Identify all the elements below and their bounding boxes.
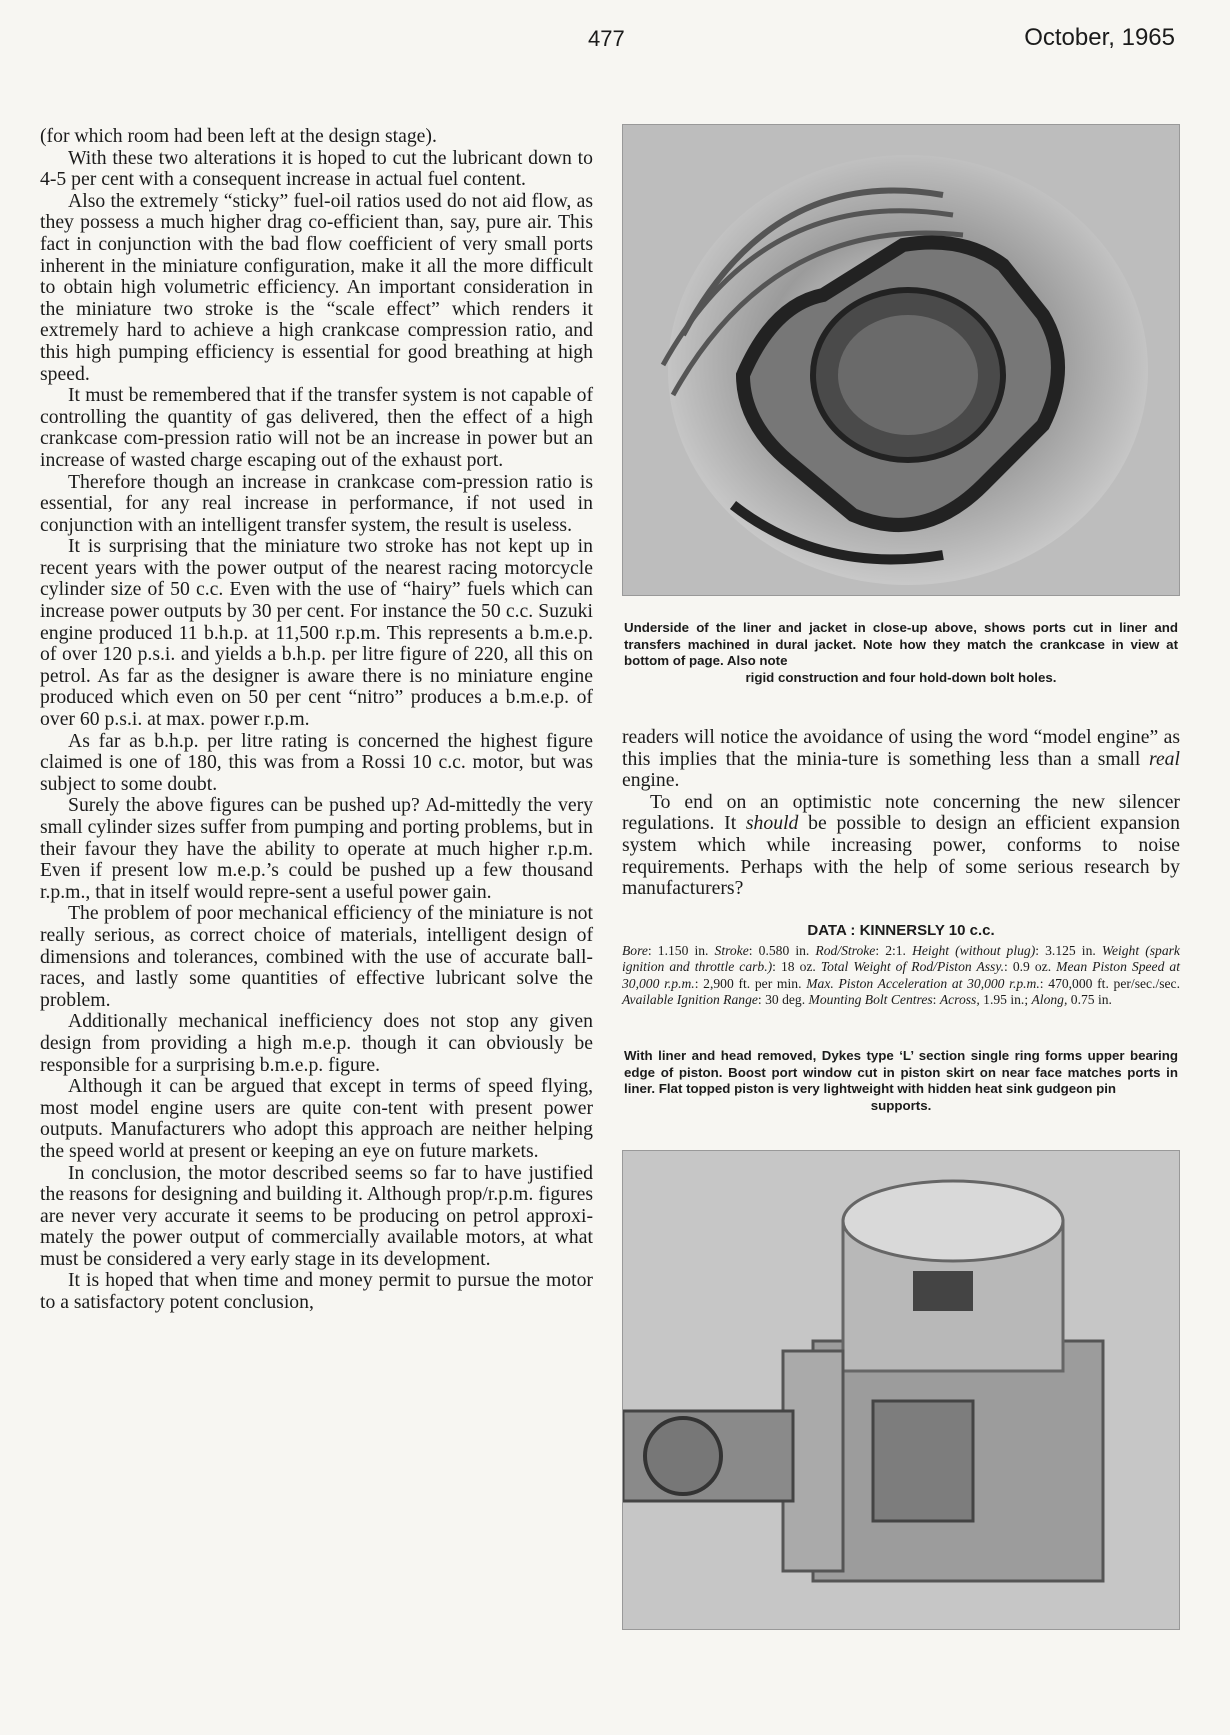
paragraph: Although it can be argued that except in terms of speed flying, most model engine users are quite con-tent with present power outputs. Manufacturers who adopt this approach are neither helping the speed world at present or keeping an eye on future markets. [40,1075,593,1162]
paragraph: readers will notice the avoidance of using the word “model engine” as this implies that the minia-ture is something less than a small real engine. [622,726,1180,792]
data-title: DATA : KINNERSLY 10 c.c. [807,921,995,939]
paragraph: (for which room had been left at the design stage). [40,125,437,147]
paragraph: It is surprising that the miniature two stroke has not kept up in recent years with the power output of the nearest racing motorcycle cylinder size of 50 c.c. Even with the use of “hairy” fuels which can increase power outputs by 30 per cent. For instance the 50 c.c. Suzuki engine produced 11 b.h.p. at 11,500 r.p.m. This represents a b.m.e.p. of over 120 p.s.i. and yields a b.h.p. per litre figure of 220, all this on petrol. As far as the designer is aware there is no miniature engine produced which even on 50 per cent “nitro” produces a b.m.e.p. of over 60 p.s.i. at max. power r.p.m. [40,535,593,731]
engine-liner-image [623,125,1179,595]
right-column [622,124,1180,1630]
paragraph: In conclusion, the motor described seems so far to have justified the reasons for designing and building it. Although prop/r.p.m. figures are never very accurate it seems to be producing on petrol approxi-mately the power output of commercially available motors, at what must be considered a very early stage in its development. [40,1161,593,1270]
paragraph: Therefore though an increase in crankcase com-pression ratio is essential, for any real increase in performance, if not used in conjunction with an intelligent transfer system, the result is useless. [40,470,593,536]
data-specs: Bore: 1.150 in. Stroke: 0.580 in. Rod/Stroke: 2:1. Height (without plug): 3.125 in. Weight (spark ignition and throttle carb.): 18 oz. Total Weight of Rod/Piston Assy.: 0.9 oz. Mean Piston Speed at 30,000 r.p.m.: 2,900 ft. per min. Max. Piston Acceleration at 30,000 r.p.m.: 470,000 ft. per/sec./sec. Available Ignition Range: 30 deg. Mounting Bolt Centres: Across, 1.95 in.; Along, 0.75 in. [622,942,1180,1007]
left-text-column [40,126,593,1314]
issue-date: October, 1965 [1024,24,1175,51]
photo-caption-bottom: With liner and head removed, Dykes type ‘L’ section single ring forms upper bearing edge of piston. Boost port window cut in piston skirt on near face matches ports in liner. Flat topped piston is very lightweight with hidden heat sink gudgeon pin supports. [624,1048,1178,1113]
paragraph: Additionally mechanical inefficiency does not stop any given design from providing a high m.e.p. though it can obviously be responsible for a surprising b.m.e.p. figure. [40,1010,593,1076]
page-number: 477 [588,26,625,51]
paragraph: Surely the above figures can be pushed up? Ad-mittedly the very small cylinder sizes suffer from pumping and porting problems, but in their favour they have the ability to operate at much higher r.p.m. Even if present low m.e.p.’s could be pushed up a few thousand r.p.m., that in itself would repre-sent a useful power gain. [40,794,593,903]
paragraph: Also the extremely “sticky” fuel-oil ratios used do not aid flow, as they possess a much higher drag co-efficient than, say, pure air. This fact in conjunction with the bad flow coefficient of very small ports inherent in the miniature configuration, make it all the more difficult to obtain high volumetric efficiency. An important consideration in the miniature two stroke is the “scale effect” which renders it extremely hard to achieve a high crankcase compression ratio, and this high pumping efficiency is essential for good breathing at high speed. [40,189,593,385]
photo-caption-top: Underside of the liner and jacket in close-up above, shows ports cut in liner and transfers machined in dural jacket. Note how they match the crankcase in view at bottom of page. Also note rigid construction and four hold-down bolt holes. [624,620,1178,685]
paragraph: As far as b.h.p. per litre rating is concerned the highest figure claimed is one of 180, this was from a Rossi 10 c.c. motor, but was subject to some doubt. [40,729,593,795]
paragraph: With these two alterations it is hoped to cut the lubricant down to 4-5 per cent with a consequent increase in actual fuel content. [40,146,593,191]
engine-liner-photo [622,124,1180,596]
paragraph: It is hoped that when time and money permit to pursue the motor to a satisfactory potent conclusion, [40,1269,593,1314]
piston-crankcase-photo [622,1150,1180,1630]
paragraph: The problem of poor mechanical efficiency of the miniature is not really serious, as correct choice of materials, intelligent design of dimensions and tolerances, combined with the use of accurate ball-races, and lastly some quantities of effective lubricant solve the problem. [40,902,593,1011]
piston-crankcase-image [623,1151,1179,1629]
paragraph: It must be remembered that if the transfer system is not capable of controlling the quantity of gas delivered, then the effect of a high crankcase com-pression ratio will not be an increase in power but an increase of wasted charge escaping out of the exhaust port. [40,384,593,471]
right-text-block [622,727,1180,900]
paragraph: To end on an optimistic note concerning the new silencer regulations. It should be possible to design an efficient expansion system which while increasing power, conforms to noise requirements. Perhaps with the help of some serious research by manufacturers? [622,790,1180,900]
